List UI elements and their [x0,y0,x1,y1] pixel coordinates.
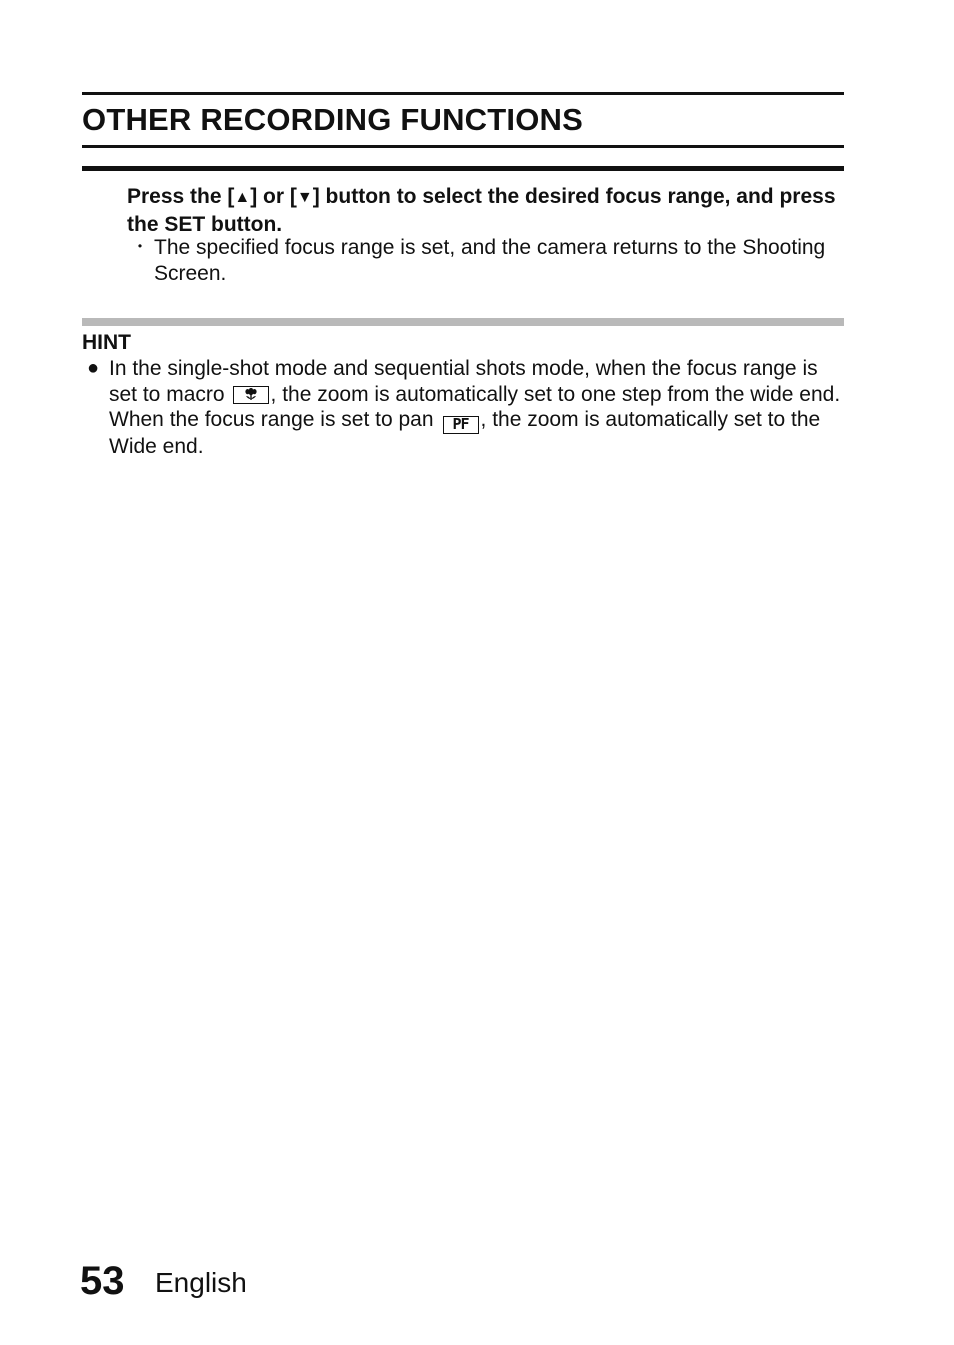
step-notes [127,235,842,286]
hint-bullet: ● [87,357,100,379]
section-divider [82,166,844,171]
up-arrow-icon: ▲ [234,189,251,206]
hint-text-part2: , the zoom is automatically set to one step from the wide end. When the focus range is set to pan [109,382,841,431]
title-bottom-rule [82,145,844,148]
step-text-part2: ] or [ [250,185,297,208]
step-text-part1: Press the [ [127,185,235,208]
step-instruction [127,184,842,237]
step-note-text: The specified focus range is set, and the camera returns to the Shooting Screen. [154,236,826,285]
down-arrow-icon: ▼ [296,189,313,206]
macro-flower-icon [233,386,269,404]
page-number: 53 [80,1259,125,1303]
pan-focus-icon: PF [443,416,479,434]
section-title: OTHER RECORDING FUNCTIONS [82,102,583,137]
hint-list [82,356,844,460]
title-top-rule [82,92,844,95]
page-language: English [155,1267,247,1298]
note-bullet: ・ [131,237,149,257]
hint-heading: HINT [82,331,131,354]
hint-text-part1: In the single-shot mode and sequential shots mode, when the focus range is set to macro [109,357,818,406]
step-note-item [127,235,842,286]
hint-item [82,356,844,460]
hint-divider [82,318,844,326]
step-text-part3: ] button to select the desired focus range, and press the SET button. [127,185,836,236]
hint-text-part3: , the zoom is automatically set to the Wide end. [109,408,821,458]
